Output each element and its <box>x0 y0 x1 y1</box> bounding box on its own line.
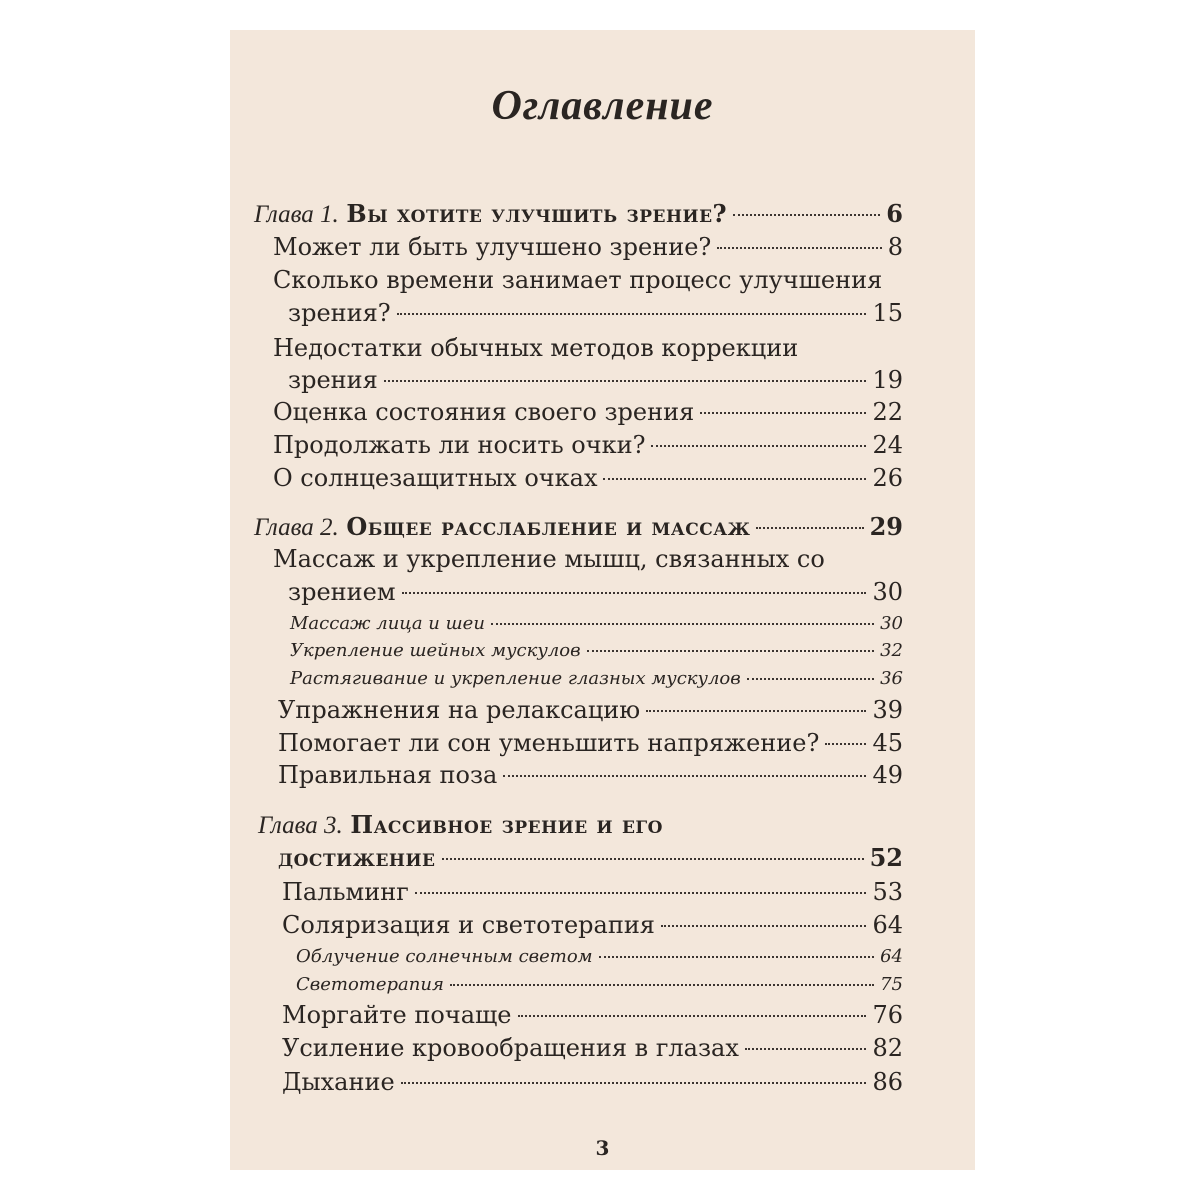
entry-label: Светотерапия <box>296 974 444 995</box>
toc-entry[interactable] <box>273 462 903 494</box>
leader-dots <box>717 247 881 249</box>
toc-entry[interactable] <box>278 759 903 791</box>
entry-label: Помогает ли сон уменьшить напряжение? <box>278 729 820 757</box>
leader-dots <box>700 412 866 414</box>
toc-entry[interactable] <box>273 396 903 428</box>
page-ref: 45 <box>872 729 903 757</box>
entry-label: Укрепление шейных мускулов <box>290 640 581 661</box>
entry-label: зрения? <box>288 299 391 327</box>
entry-label: Упражнения на релаксацию <box>278 696 641 724</box>
page-ref: 36 <box>880 668 903 689</box>
toc-entry[interactable] <box>278 694 903 726</box>
leader-dots <box>397 313 867 315</box>
entry-label: зрением <box>288 578 396 606</box>
book-page <box>230 30 975 1170</box>
toc-entry[interactable] <box>282 1032 903 1064</box>
toc-chapter-3[interactable] <box>278 842 903 874</box>
entry-label: зрения <box>288 366 378 394</box>
page-ref: 52 <box>869 843 903 872</box>
leader-dots <box>491 623 874 625</box>
entry-label-line: Сколько времени занимает процесс улучшения <box>273 266 883 294</box>
toc-entry[interactable] <box>288 297 903 329</box>
entry-label: О солнцезащитных очках <box>273 464 598 492</box>
entry-label: Может ли быть улучшено зрение? <box>273 233 712 261</box>
chapter-title: Общее расслабление и массаж <box>346 512 751 541</box>
toc-entry[interactable] <box>282 999 903 1031</box>
page-ref: 75 <box>880 974 903 995</box>
page-title: Оглавление <box>491 83 714 129</box>
page-ref: 76 <box>872 1001 903 1029</box>
page-ref: 26 <box>872 464 903 492</box>
page-ref: 6 <box>886 199 903 228</box>
chapter-title: Вы хотите улучшить зрение? <box>346 199 728 228</box>
leader-dots <box>599 956 874 958</box>
toc-chapter-2[interactable] <box>254 511 903 544</box>
page-ref: 15 <box>872 299 903 327</box>
page-ref: 39 <box>872 696 903 724</box>
chapter-title: достижение <box>278 843 436 872</box>
page-ref: 29 <box>869 512 903 541</box>
page-ref: 32 <box>880 640 903 661</box>
toc-entry[interactable] <box>282 876 903 908</box>
toc-entry[interactable] <box>282 909 903 941</box>
entry-label-line: Недостатки обычных методов коррекции <box>273 334 799 362</box>
toc-chapter-3-line1 <box>258 809 663 842</box>
toc-entry[interactable] <box>282 1066 903 1098</box>
entry-label: Правильная поза <box>278 761 498 789</box>
page-ref: 86 <box>872 1068 903 1096</box>
entry-label: Облучение солнечным светом <box>296 946 593 967</box>
page-ref: 53 <box>872 878 903 906</box>
leader-dots <box>733 214 880 216</box>
leader-dots <box>747 678 874 680</box>
toc-entry[interactable] <box>273 429 903 461</box>
chapter-title-line1: Пассивное зрение и его <box>350 810 663 839</box>
page-ref: 64 <box>880 946 903 967</box>
page-ref: 82 <box>872 1034 903 1062</box>
entry-label: Соляризация и светотерапия <box>282 911 655 939</box>
page-ref: 24 <box>872 431 903 459</box>
leader-dots <box>661 925 867 927</box>
entry-label-line: Массаж и укрепление мышц, связанных со <box>273 545 825 573</box>
toc-subentry[interactable] <box>296 972 903 998</box>
leader-dots <box>825 743 866 745</box>
toc-entry[interactable] <box>278 727 903 759</box>
leader-dots <box>442 858 864 860</box>
entry-label: Массаж лица и шеи <box>290 613 485 634</box>
page-ref: 64 <box>872 911 903 939</box>
page-ref: 30 <box>880 613 903 634</box>
toc-entry[interactable] <box>273 231 903 263</box>
entry-label: Оценка состояния своего зрения <box>273 398 695 426</box>
page-ref: 30 <box>872 578 903 606</box>
table-of-contents <box>230 30 975 1170</box>
page-number: 3 <box>595 1136 610 1160</box>
toc-entry[interactable] <box>288 364 903 396</box>
entry-label: Усиление кровообращения в глазах <box>282 1034 739 1062</box>
leader-dots <box>745 1048 867 1050</box>
leader-dots <box>603 478 866 480</box>
leader-dots <box>756 527 863 529</box>
page-ref: 19 <box>872 366 903 394</box>
chapter-prefix: Глава 3. <box>258 812 343 839</box>
leader-dots <box>450 984 874 986</box>
toc-entry[interactable] <box>288 576 903 608</box>
entry-label: Дыхание <box>282 1068 395 1096</box>
toc-chapter-1[interactable] <box>254 198 903 231</box>
toc-subentry[interactable] <box>290 611 903 637</box>
leader-dots <box>402 592 867 594</box>
page-ref: 8 <box>887 233 903 261</box>
leader-dots <box>503 775 866 777</box>
leader-dots <box>384 380 867 382</box>
entry-label: Моргайте почаще <box>282 1001 512 1029</box>
toc-subentry[interactable] <box>290 638 903 664</box>
entry-label: Растягивание и укрепление глазных мускулов <box>290 668 741 689</box>
entry-label: Пальминг <box>282 878 409 906</box>
leader-dots <box>646 710 866 712</box>
leader-dots <box>401 1082 867 1084</box>
leader-dots <box>415 892 867 894</box>
page-ref: 49 <box>872 761 903 789</box>
leader-dots <box>518 1015 867 1017</box>
toc-subentry[interactable] <box>296 944 903 970</box>
toc-subentry[interactable] <box>290 666 903 692</box>
leader-dots <box>651 445 866 447</box>
chapter-prefix: Глава 2. <box>254 514 339 541</box>
leader-dots <box>587 650 875 652</box>
page-ref: 22 <box>872 398 903 426</box>
entry-label: Продолжать ли носить очки? <box>273 431 646 459</box>
chapter-prefix: Глава 1. <box>254 201 339 228</box>
